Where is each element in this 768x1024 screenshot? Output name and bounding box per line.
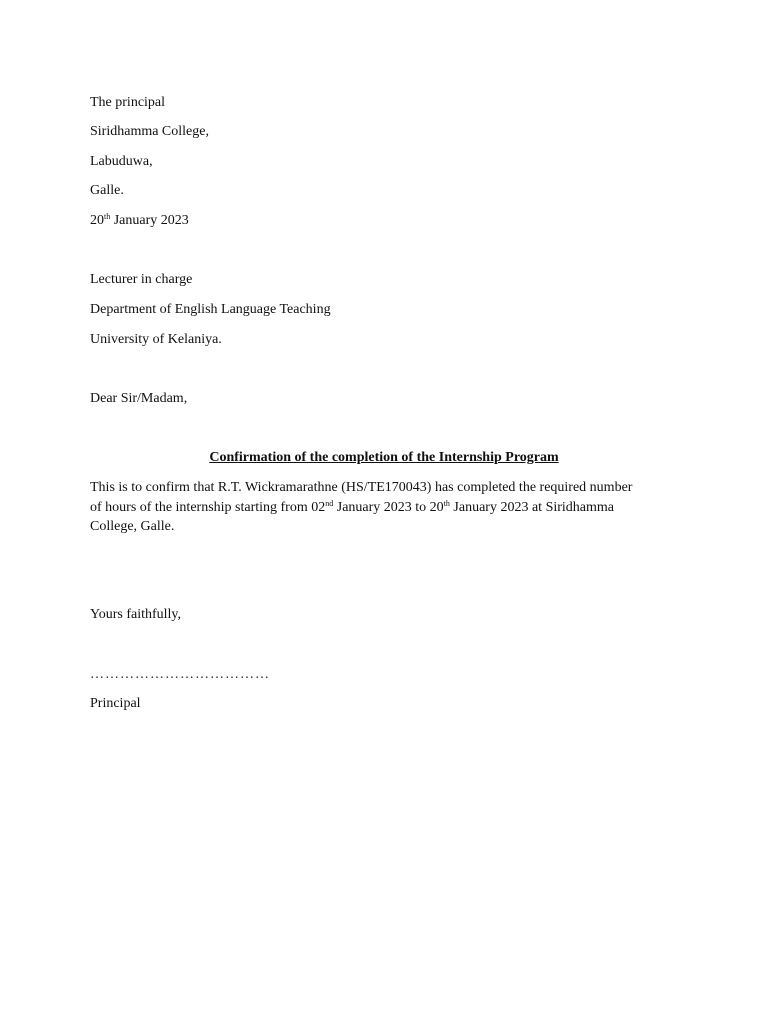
letter-subject: Confirmation of the completion of the Internship Program [209,450,559,465]
sender-town: Labuduwa, [90,154,153,169]
sender-city: Galle. [90,183,124,198]
letter-body [90,478,690,537]
body-line-2 [90,498,690,518]
date-rest: January 2023 [113,213,189,228]
body-line-3: College, Galle. [90,519,175,534]
body-sup-th: th [443,498,450,508]
signatory: Principal [90,696,141,711]
recipient-department: Department of English Language Teaching [90,302,331,317]
body-line-1: This is to confirm that R.T. Wickramarathne (HS/TE170043) has completed the required number [90,480,633,495]
sender-college: Siridhamma College, [90,124,209,139]
body-text-c: January 2023 at Siridhamma [449,499,614,515]
recipient-university: University of Kelaniya. [90,332,222,347]
recipient-title: Lecturer in charge [90,272,193,287]
body-text-b: January 2023 to 20 [333,499,444,515]
body-text-a: of hours of the internship starting from 02 [90,499,326,515]
closing: Yours faithfully, [90,607,182,622]
signature-line: ……………………………… [90,667,270,682]
sender-title: The principal [90,95,166,110]
letter-date [90,212,189,230]
date-suffix: th [104,212,111,221]
salutation: Dear Sir/Madam, [90,391,188,406]
body-sup-nd: nd [325,498,334,508]
date-day: 20 [90,213,104,228]
